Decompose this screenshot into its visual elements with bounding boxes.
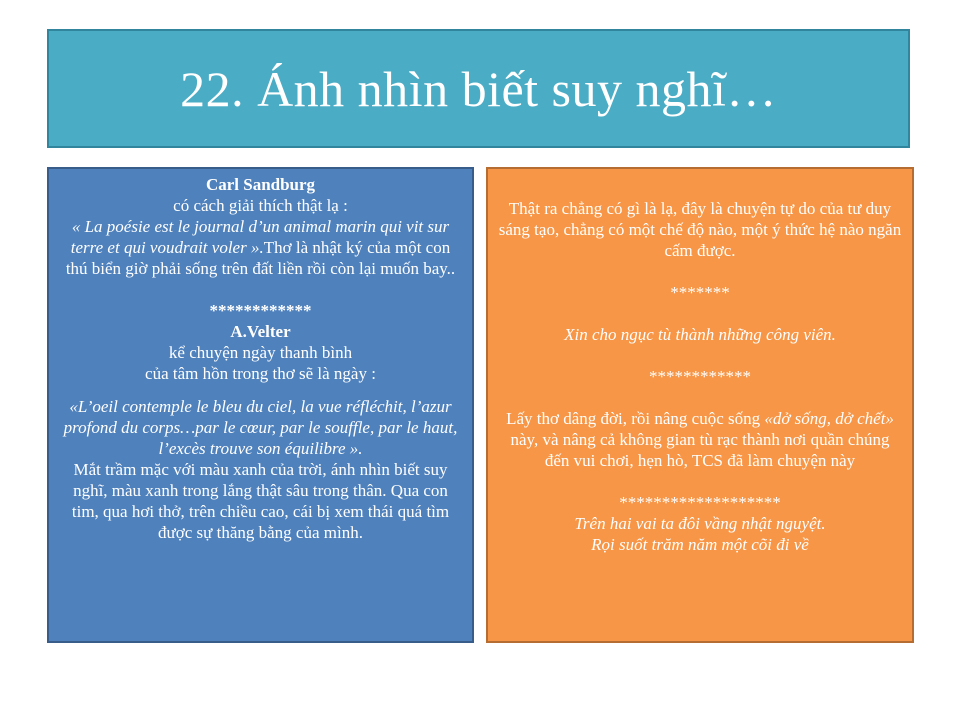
separator-stars-3: ******************* bbox=[619, 493, 781, 512]
intro-text-1: có cách giải thích thật lạ : bbox=[173, 196, 348, 215]
intro-text-2b: của tâm hồn trong thơ sẽ là ngày : bbox=[145, 364, 376, 383]
poem-line-2: Rọi suốt trăm năm một cõi đi về bbox=[591, 535, 809, 554]
quote-2-vietnamese: Mắt trầm mặc với màu xanh của trời, ánh nhìn biết suy nghĩ, màu xanh trong lắng thật sâu trong thân. Qua con tim, qua hơi thở, trên chiều cao, cái bị xem thái quá tìm được sự thăng bằng của mình. bbox=[71, 460, 450, 542]
separator-stars-1: ******* bbox=[670, 283, 730, 302]
spacer bbox=[498, 471, 902, 492]
paragraph-2-italic: «dở sống, dở chết» bbox=[764, 409, 894, 428]
spacer bbox=[59, 384, 462, 396]
author-carl-sandburg: Carl Sandburg bbox=[205, 175, 316, 194]
spacer bbox=[498, 261, 902, 282]
paragraph-2 bbox=[498, 408, 902, 471]
spacer bbox=[59, 279, 462, 300]
slide-title-box bbox=[47, 29, 910, 148]
paragraph-1: Thật ra chẳng có gì là lạ, đây là chuyện tự do của tư duy sáng tạo, chẳng có một chế độ nào, một ý thức hệ nào ngăn cấm được. bbox=[498, 199, 902, 260]
paragraph-2-end: này, và nâng cả không gian tù rạc thành nơi quần chúng đến vui chơi, hẹn hò, TCS đã làm chuyện này bbox=[510, 430, 890, 470]
poem-line-1: Trên hai vai ta đôi vầng nhật nguyệt. bbox=[574, 514, 826, 533]
quote-1-vietnamese: Thơ là nhật ký của một con thú biển giờ phải sống trên đất liền rồi còn lại muốn bay.. bbox=[65, 238, 456, 278]
intro-text-2a: kể chuyện ngày thanh bình bbox=[168, 343, 353, 362]
author-a-velter: A.Velter bbox=[230, 322, 291, 341]
paragraph-2-start: Lấy thơ dâng đời, rồi nâng cuộc sống bbox=[506, 409, 765, 428]
spacer bbox=[498, 345, 902, 366]
italic-line-1: Xin cho ngục tù thành những công viên. bbox=[564, 325, 836, 344]
slide-title: 22. Ánh nhìn biết suy nghĩ… bbox=[180, 60, 777, 117]
right-text-panel bbox=[486, 167, 914, 643]
quote-2-french: «L’oeil contemple le bleu du ciel, la vue réfléchit, l’azur profond du corps…par le cœur, par le souffle, par le haut, l’excès trouve son équilibre ». bbox=[63, 397, 458, 458]
left-text-panel bbox=[47, 167, 474, 643]
spacer bbox=[498, 387, 902, 408]
spacer bbox=[498, 303, 902, 324]
separator-stars-2: ************ bbox=[649, 367, 751, 386]
quote-1-french: « La poésie est le journal d’un animal marin qui vit sur terre et qui voudrait voler ». bbox=[70, 217, 450, 257]
separator-stars: ************ bbox=[209, 301, 312, 320]
quote-1 bbox=[59, 216, 462, 279]
